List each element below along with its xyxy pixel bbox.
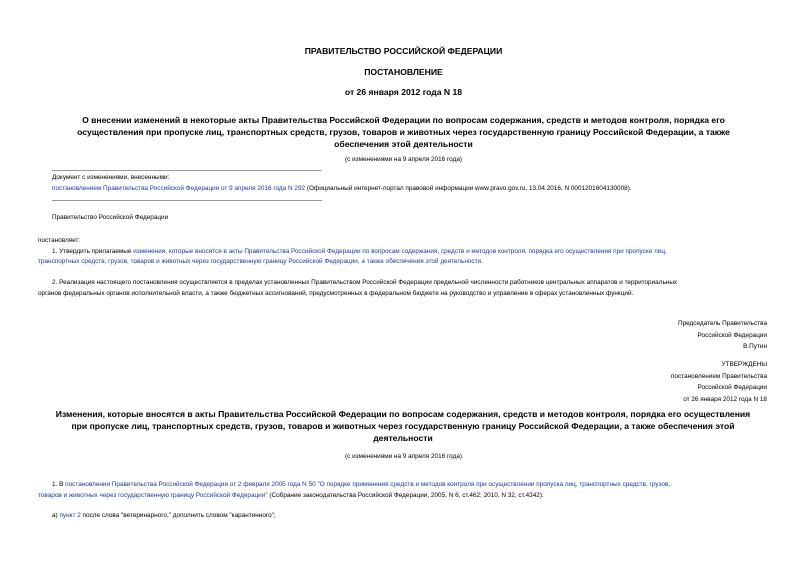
resolution-50-link-cont[interactable]: товаров и животных через государственную границу Российской Федерации" [38, 492, 268, 499]
annex-title-line: Изменения, которые вносятся в акты Правительства Российской Федерации по вопросам содержания, средств и методов контроля, порядка его осуществления [55, 409, 751, 419]
divider [52, 170, 322, 171]
paragraph-1-cont [38, 256, 483, 268]
approval-line: УТВЕРЖДЕНЫ [721, 361, 767, 368]
approved-changes-link-cont[interactable]: транспортных средств, грузов, товаров и животных через государственную границу Российской Федерации, а также обеспечения этой деятельности [38, 258, 482, 265]
signature-line: Председатель Правительства [678, 320, 767, 327]
subitem-lead: а) [52, 512, 60, 519]
title-line: обеспечения этой деятельности [334, 139, 473, 149]
signature-line: Российской Федерации [697, 331, 767, 339]
approval-line: от 26 января 2012 года N 18 [683, 395, 767, 403]
point-2-link[interactable]: пункт 2 [59, 512, 81, 519]
paragraph-tail: . [481, 258, 483, 265]
document-date-number: от 26 января 2012 года N 18 [344, 87, 463, 97]
changes-label: Документ с изменениями, внесенными: [52, 174, 170, 181]
annex-title-line: при пропуске лиц, транспортных средств, грузов, товаров и животных через государственную границу Российской Федерации, а также обеспечения этой [71, 421, 735, 431]
signature-block [678, 318, 767, 353]
paragraph-2: 2. Реализация настоящего постановления осуществляется в пределах установленных Правительством Российской Федерации предельной численности работников центральных аппаратов и территориальных [52, 279, 678, 286]
document-type: ПОСТАНОВЛЕНИЕ [364, 67, 443, 77]
approved-changes-link[interactable]: изменения, которые вносятся в акты Правительства Российской Федерации по вопросам содержания, средств и методов контроля, порядка его осуществления при пропуске лиц, [133, 248, 667, 255]
paragraph-lead: 1. Утвердить прилагаемые [52, 248, 134, 255]
signatory-name: В.Путин [743, 343, 767, 351]
divider [52, 200, 322, 201]
subitem-tail: после слова "ветеринарного," дополнить словом "карантинного"; [80, 512, 276, 519]
amendment-link[interactable]: постановлением Правительства Российской Федерации от 9 апреля 2016 года N 292 [52, 185, 306, 192]
amendment-source: (Официальный интернет-портал правовой информации www.pravo.gov.ru, 13.04.2016, N 0001201604130008). [305, 185, 632, 192]
approval-line: Российской Федерации [697, 384, 767, 392]
annex-item-1-cont [38, 490, 544, 502]
title-line: О внесении изменений в некоторые акты Правительства Российской Федерации по вопросам содержания, средств и методов контроля, порядка его [82, 115, 725, 125]
paragraph-2-cont: органов федеральных органов исполнительной власти, а также бюджетных ассигнований, предусмотренных в федеральном бюджете на руководство и управление в сферах установленных функций. [38, 290, 634, 297]
approval-line: постановлением Правительства [671, 372, 767, 380]
annex-subitem-a [52, 510, 276, 522]
edition-note: (с изменениями на 9 апреля 2016 года) [345, 156, 462, 163]
title-line: осуществления при пропуске лиц, транспортных средств, грузов, товаров и животных через государственную границу Российской Федерации, а также [77, 127, 730, 137]
decides-line: постановляет: [38, 237, 81, 244]
annex-edition-note: (с изменениями на 9 апреля 2016 года) [345, 453, 462, 460]
item-tail: (Собрание законодательства Российской Федерации, 2005, N 6, ст.462; 2010, N 32, ст.4342): [267, 492, 544, 499]
approval-block [671, 359, 767, 405]
annex-title-line: деятельности [373, 433, 433, 443]
changes-entry [52, 183, 632, 195]
government-heading: ПРАВИТЕЛЬСТВО РОССИЙСКОЙ ФЕДЕРАЦИИ [304, 46, 503, 56]
item-lead: 1. В [52, 481, 66, 488]
government-line: Правительство Российской Федерации [52, 214, 169, 221]
resolution-50-link[interactable]: постановлении Правительства Российской Федерации от 2 февраля 2005 года N 50 "О порядке применения средств и методов контроля при осуществлении пропуска лиц, транспортных средств, грузов, [65, 481, 671, 488]
